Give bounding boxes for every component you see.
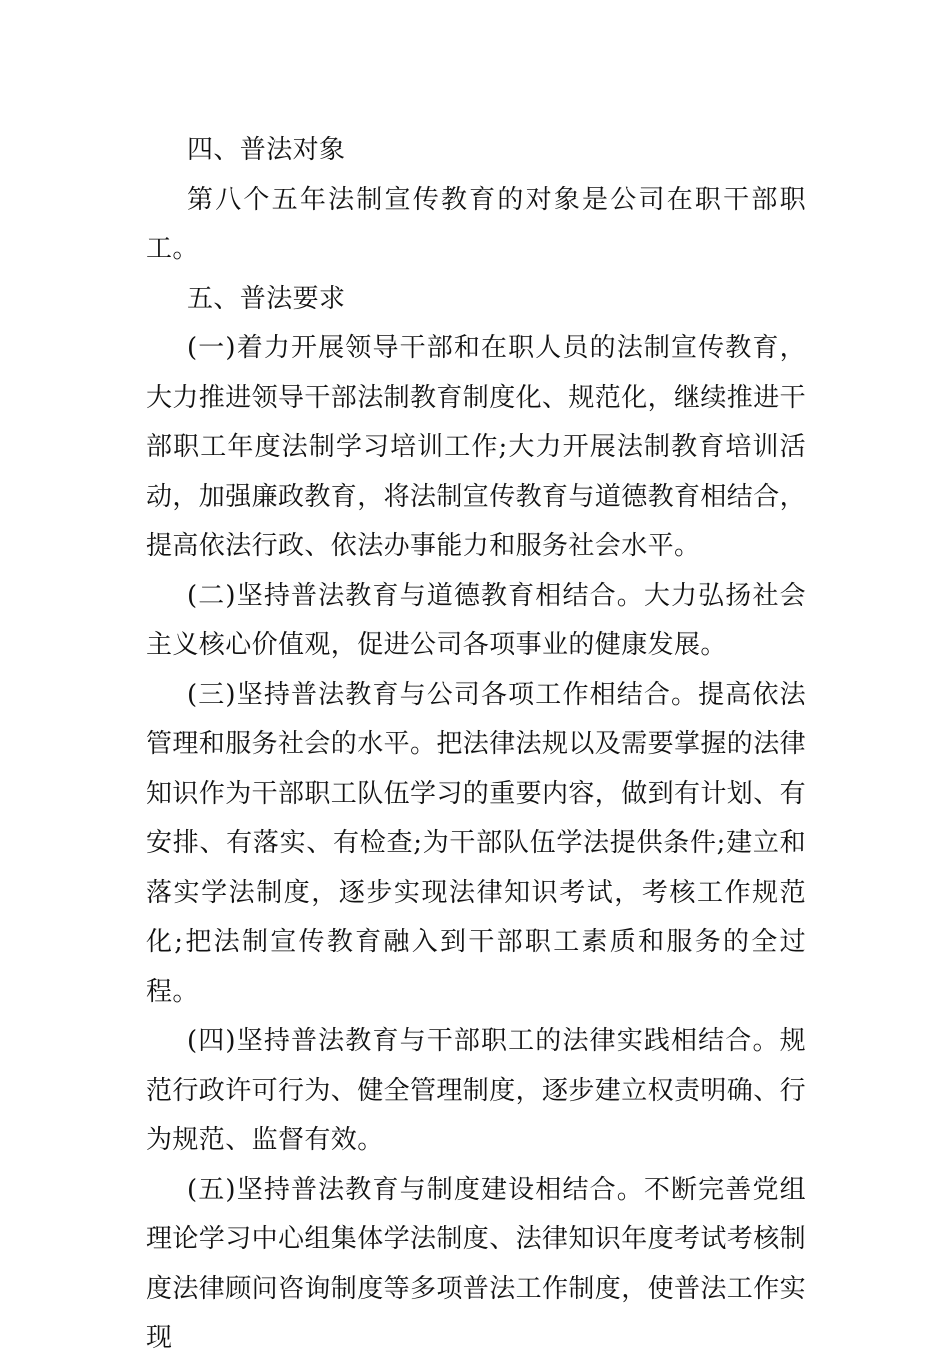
section-heading-target: 四、普法对象 xyxy=(187,135,346,165)
paragraph-requirement-2: (二)坚持普法教育与道德教育相结合。大力弘扬社会主义核心价值观，促进公司各项事业的健康发展。 xyxy=(146,580,806,660)
section-heading-requirements: 五、普法要求 xyxy=(187,283,346,314)
paragraph-requirement-4: (四)坚持普法教育与干部职工的法律实践相结合。规范行政许可行为、健全管理制度，逐步建立权责明确、行为规范、监督有效。 xyxy=(146,1026,807,1155)
paragraph-target-description: 第八个五年法制宣传教育的对象是公司在职干部职工。 xyxy=(146,184,806,264)
paragraph-requirement-3: (三)坚持普法教育与公司各项工作相结合。提高依法管理和服务社会的水平。把法律法规以及需要掌握的法律知识作为干部职工队伍学习的重要内容，做到有计划、有安排、有落实、有检查;为干部队伍学法提供条件;建立和落实学法制度，逐步实现法律知识考试，考核工作规范化;把法制宣传教育融入到干部职工素质和服务的全过程。 xyxy=(146,679,807,1007)
paragraph-requirement-1: (一)着力开展领导干部和在职人员的法制宣传教育，大力推进领导干部法制教育制度化、规范化，继续推进干部职工年度法制学习培训工作;大力开展法制教育培训活动，加强廉政教育，将法制宣传教育与道德教育相结合，提高依法行政、依法办事能力和服务社会水平。 xyxy=(146,333,807,561)
paragraph-requirement-5: (五)坚持普法教育与制度建设相结合。不断完善党组理论学习中心组集体学法制度、法律知识年度考试考核制度法律顾问咨询制度等多项普法工作制度，使普法工作实现 xyxy=(146,1174,807,1353)
document-body xyxy=(146,126,806,1364)
